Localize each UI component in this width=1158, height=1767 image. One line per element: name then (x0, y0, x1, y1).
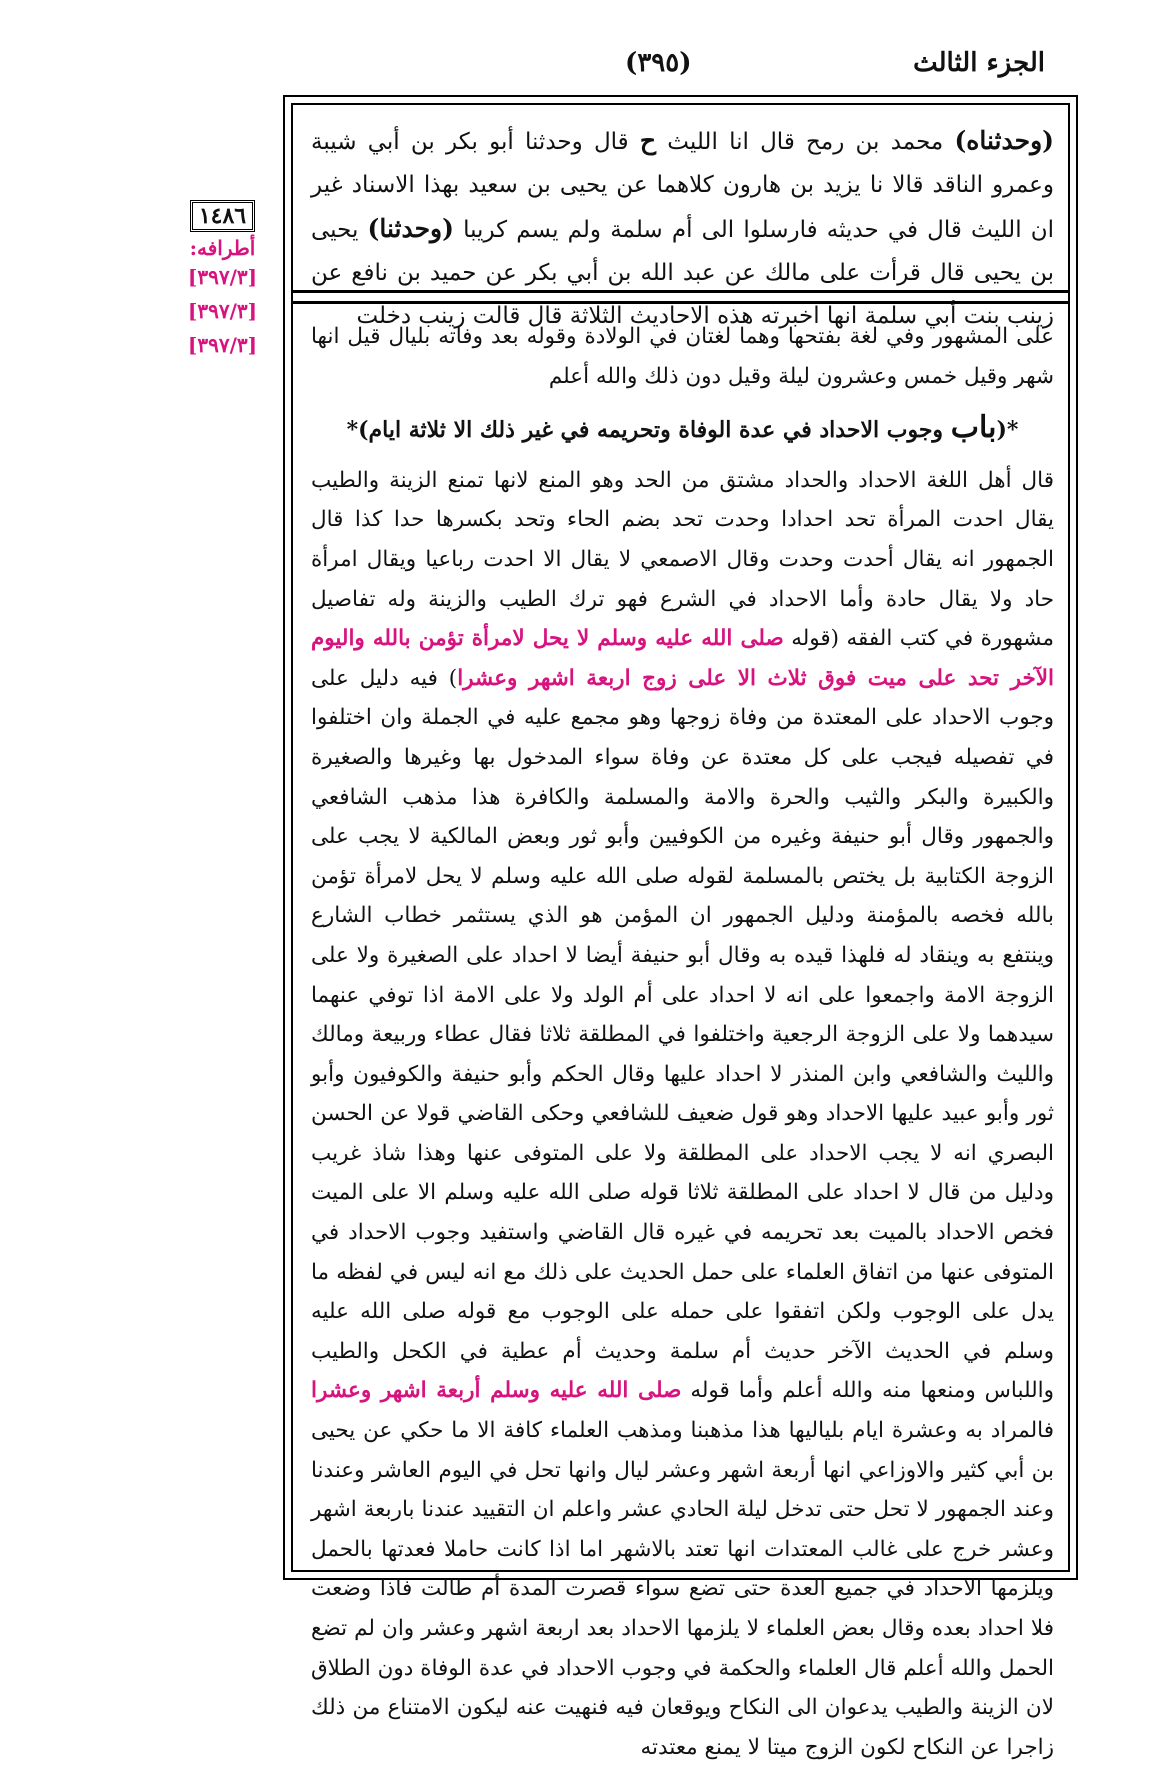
page-number: (٣٩٥) (625, 48, 692, 78)
heading-open: *( (996, 417, 1019, 444)
text-run: قال أهل اللغة الاحداد والحداد مشتق من الحد وهو المنع لانها تمنع الزينة والطيب يقال احدت المرأة تحد احدادا وحدت تحد بضم الحاء وتحد بكسرها حدا كذا قال الجمهور انه يقال أحدت وحدت وقال الاصمعي لا يقال الا احدت رباعيا ويقال امرأة حاد ولا يقال حادة وأما الاحداد في الشرع فهو ترك الطيب والزينة وله تفاصيل مشهورة في كتب الفقه (قوله (311, 467, 1054, 652)
text-run: محمد بن رمح قال انا الليث (667, 129, 944, 155)
atraf-ref: [٣٩٧/٣] (187, 333, 258, 357)
hadith-text (311, 119, 1054, 338)
atraf-ref: [٣٩٧/٣] (187, 265, 258, 289)
text-run: ) فيه دليل على وجوب الاحداد على المعتدة من وفاة زوجها وهو مجمع عليه في الجملة وان اختلفوا في تفصيله فيجب على كل معتدة عن وفاة سواء المدخول بها وغيرها والصغيرة والكبيرة والبكر والثيب والحرة والامة والمسلمة والكافرة هذا مذهب الشافعي والجمهور وقال أبو حنيفة وغيره من الكوفيين وأبو ثور وبعض المالكية لا يجب على الزوجة الكتابية بل يختص بالمسلمة لقوله صلى الله عليه وسلم لا يحل لامرأة تؤمن بالله فخصه بالمؤمنة ودليل الجمهور ان المؤمن هو الذي يستثمر خطاب الشارع وينتفع به وينقاد له فلهذا قيده به وقال أبو حنيفة أيضا لا احداد على الصغيرة ولا على الزوجة الامة واجمعوا على انه لا احداد على أم الولد ولا على الامة اذا توفي عنهما سيدهما ولا على الزوجة الرجعية واختلفوا في المطلقة ثلاثا فقال عطاء وربيعة ومالك والليث والشافعي وابن المنذر لا احداد عليها وقال الحكم وأبو حنيفة والكوفيون وأبو ثور وأبو عبيد عليها الاحداد وهو قول ضعيف للشافعي وحكى القاضي قولا عن الحسن البصري انه لا يجب الاحداد على المطلقة ولا على المتوفى عنها وهذا شاذ غريب ودليل من قال لا احداد على المطلقة ثلاثا قوله صلى الله عليه وسلم الا على الميت فخص الاحداد بالميت بعد تحريمه في غيره قال القاضي واستفيد وجوب الاحداد في المتوفى عنها من اتفاق العلماء على حمل الحديث على ذلك مع انه ليس في لفظه ما يدل على الوجوب ولكن اتفقوا على حمله على الوجوب مع قوله صلى الله عليه وسلم في الحديث الآخر حديث أم سلمة وحديث أم عطية في الكحل والطيب واللباس ومنعها منه والله أعلم وأما قوله (311, 665, 1054, 1404)
atraf-ref: [٣٩٧/٣] (187, 299, 258, 323)
tahwil-marker: ح (639, 126, 657, 155)
text-run: قال وحدثنا أبو بكر بن أبي شيبة وعمرو الناقد قالا نا يزيد بن هارون كلاهما عن يحيى بن سعيد بهذا الاسناد غير ان الليث قال في حديثه فارسلوا الى أم سلمة ولم يسم كريبا (311, 129, 1055, 243)
highlighted-quote: صلى الله عليه وسلم أربعة اشهر وعشرا (311, 1378, 682, 1404)
page-header (285, 48, 1075, 88)
commentary-paragraph: على المشهور وفي لغة بفتحها وهما لغتان في الولادة وقوله بعد وفاته بليال قيل انها شهر وقيل خمس وعشرون ليلة وقيل دون ذلك والله أعلم (311, 324, 1054, 389)
keyword: (وحدثنا) (367, 214, 454, 243)
atraf-label: أطرافه: (189, 236, 256, 260)
text-run: فالمراد به وعشرة ايام بلياليها هذا مذهبنا ومذهب العلماء كافة الا ما حكي عن يحيى بن أبي كثير والاوزاعي انها أربعة اشهر وعشر ليال وانها تحل في اليوم العاشر وعندنا وعند الجمهور لا تحل حتى تدخل ليلة الحادي عشر واعلم ان التقييد عندنا باربعة اشهر وعشر خرج على غالب المعتدات انها تعتد بالاشهر اما اذا كانت حاملا فعدتها بالحمل ويلزمها الاحداد في جميع العدة حتى تضع سواء قصرت المدة أم طالت فاذا وضعت فلا احداد بعده وقال بعض العلماء لا يلزمها الاحداد بعد اربعة اشهر وعشر وان لم تضع الحمل والله أعلم قال العلماء والحكمة في وجوب الاحداد في عدة الوفاة دون الطلاق لان الزينة والطيب يدعوان الى النكاح ويوقعان فيه فنهيت عنه ليكون الامتناع من ذلك زاجرا عن النكاح لكون الزوج ميتا لا يمنع معتدته (311, 1418, 1054, 1760)
part-title: الجزء الثالث (913, 48, 1045, 78)
keyword: (وحدثناه) (954, 126, 1054, 155)
commentary (311, 317, 1054, 1767)
margin-notes (175, 200, 270, 362)
hadith-number: ١٤٨٦ (190, 200, 255, 232)
commentary-paragraph (311, 461, 1054, 1767)
highlighted-quote: صلى الله عليه وسلم لا يحل لامرأة تؤمن بالله واليوم الآخر تحد على ميت فوق ثلاث الا على زوج اربعة اشهر وعشرا (311, 626, 1054, 691)
heading-text: وجوب الاحداد في عدة الوفاة وتحريمه في غير ذلك الا ثلاثة ايام)* (346, 417, 944, 444)
heading-keyword: باب (950, 410, 997, 446)
text-run: يحيى بن يحيى قال قرأت على مالك عن عبد الله بن أبي بكر عن حميد بن نافع عن زينب بنت أبي سلمة انها اخبرته هذه الاحاديث الثلاثة قال قالت زينب دخلت (311, 217, 1054, 329)
page-frame (283, 95, 1078, 1760)
chapter-heading (311, 408, 1054, 451)
